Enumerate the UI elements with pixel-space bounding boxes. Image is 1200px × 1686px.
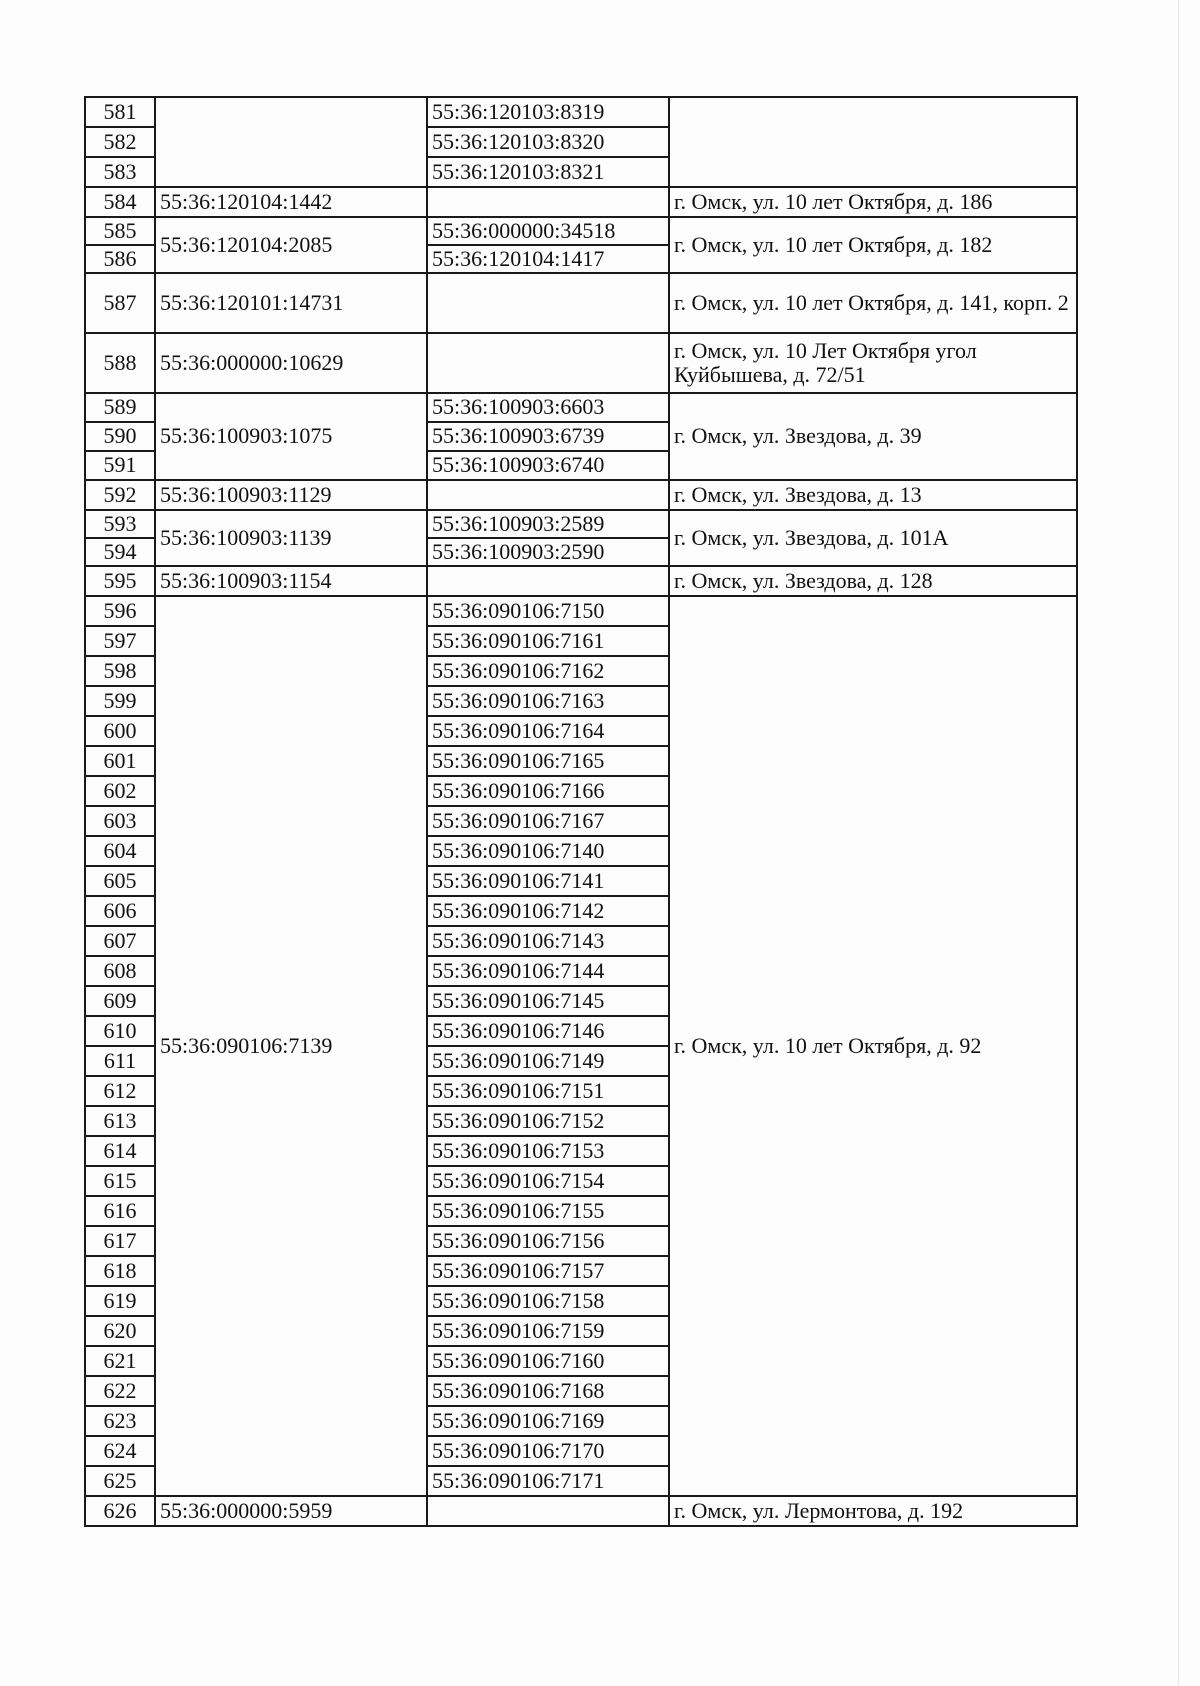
land-cadastral-number: 55:36:120104:1442 — [155, 187, 427, 217]
parcel-cadastral-number: 55:36:090106:7153 — [427, 1136, 669, 1166]
parcel-cadastral-number: 55:36:090106:7152 — [427, 1106, 669, 1136]
parcel-cadastral-number: 55:36:090106:7163 — [427, 686, 669, 716]
parcel-cadastral-number: 55:36:090106:7166 — [427, 776, 669, 806]
land-cadastral-number: 55:36:100903:1154 — [155, 566, 427, 596]
row-number: 614 — [85, 1136, 155, 1166]
parcel-cadastral-number: 55:36:100903:2589 — [427, 510, 669, 538]
row-number: 586 — [85, 245, 155, 273]
parcel-cadastral-number: 55:36:090106:7156 — [427, 1226, 669, 1256]
land-cadastral-number: 55:36:120104:2085 — [155, 217, 427, 273]
table-row — [85, 187, 1077, 217]
row-number: 607 — [85, 926, 155, 956]
row-number: 599 — [85, 686, 155, 716]
row-number: 608 — [85, 956, 155, 986]
parcel-cadastral-number: 55:36:090106:7142 — [427, 896, 669, 926]
address: г. Омск, ул. Лермонтова, д. 192 — [669, 1496, 1077, 1526]
row-number: 588 — [85, 333, 155, 393]
table-row — [85, 393, 1077, 422]
row-number: 596 — [85, 596, 155, 626]
parcel-cadastral-number: 55:36:090106:7155 — [427, 1196, 669, 1226]
address: г. Омск, ул. 10 лет Октября, д. 186 — [669, 187, 1077, 217]
row-number: 611 — [85, 1046, 155, 1076]
parcel-cadastral-number: 55:36:090106:7169 — [427, 1406, 669, 1436]
parcel-cadastral-number: 55:36:090106:7161 — [427, 626, 669, 656]
land-cadastral-number: 55:36:090106:7139 — [155, 596, 427, 1496]
parcel-cadastral-number: 55:36:090106:7168 — [427, 1376, 669, 1406]
row-number: 594 — [85, 538, 155, 566]
parcel-cadastral-number: 55:36:090106:7158 — [427, 1286, 669, 1316]
parcel-cadastral-number: 55:36:090106:7145 — [427, 986, 669, 1016]
parcel-cadastral-number: 55:36:090106:7170 — [427, 1436, 669, 1466]
parcel-cadastral-number: 55:36:120103:8319 — [427, 97, 669, 127]
scan-edge — [1178, 0, 1179, 1686]
row-number: 605 — [85, 866, 155, 896]
row-number: 616 — [85, 1196, 155, 1226]
row-number: 615 — [85, 1166, 155, 1196]
table-row — [85, 333, 1077, 393]
address: г. Омск, ул. Звездова, д. 101А — [669, 510, 1077, 566]
row-number: 606 — [85, 896, 155, 926]
land-cadastral-number: 55:36:000000:5959 — [155, 1496, 427, 1526]
row-number: 602 — [85, 776, 155, 806]
parcel-cadastral-number: 55:36:090106:7146 — [427, 1016, 669, 1046]
parcel-cadastral-number: 55:36:120103:8320 — [427, 127, 669, 157]
row-number: 595 — [85, 566, 155, 596]
row-number: 593 — [85, 510, 155, 538]
parcel-cadastral-number: 55:36:090106:7160 — [427, 1346, 669, 1376]
table-row — [85, 217, 1077, 245]
parcel-cadastral-number: 55:36:000000:34518 — [427, 217, 669, 245]
parcel-cadastral-number — [427, 273, 669, 333]
row-number: 617 — [85, 1226, 155, 1256]
row-number: 582 — [85, 127, 155, 157]
row-number: 618 — [85, 1256, 155, 1286]
table-row — [85, 510, 1077, 538]
parcel-cadastral-number: 55:36:100903:6740 — [427, 451, 669, 480]
row-number: 619 — [85, 1286, 155, 1316]
row-number: 603 — [85, 806, 155, 836]
row-number: 604 — [85, 836, 155, 866]
row-number: 581 — [85, 97, 155, 127]
table-row — [85, 97, 1077, 127]
address: г. Омск, ул. 10 лет Октября, д. 92 — [669, 596, 1077, 1496]
parcel-cadastral-number: 55:36:090106:7157 — [427, 1256, 669, 1286]
land-cadastral-number: 55:36:100903:1075 — [155, 393, 427, 480]
parcel-cadastral-number: 55:36:120103:8321 — [427, 157, 669, 187]
parcel-cadastral-number: 55:36:090106:7140 — [427, 836, 669, 866]
row-number: 623 — [85, 1406, 155, 1436]
address — [669, 97, 1077, 187]
land-cadastral-number — [155, 97, 427, 187]
row-number: 610 — [85, 1016, 155, 1046]
row-number: 612 — [85, 1076, 155, 1106]
table-row — [85, 596, 1077, 626]
parcel-cadastral-number: 55:36:090106:7159 — [427, 1316, 669, 1346]
table-row — [85, 1496, 1077, 1526]
address: г. Омск, ул. Звездова, д. 128 — [669, 566, 1077, 596]
parcel-cadastral-number: 55:36:090106:7164 — [427, 716, 669, 746]
land-cadastral-number: 55:36:120101:14731 — [155, 273, 427, 333]
row-number: 626 — [85, 1496, 155, 1526]
parcel-cadastral-number: 55:36:090106:7150 — [427, 596, 669, 626]
row-number: 598 — [85, 656, 155, 686]
row-number: 587 — [85, 273, 155, 333]
parcel-cadastral-number — [427, 566, 669, 596]
land-cadastral-number: 55:36:100903:1139 — [155, 510, 427, 566]
table-row — [85, 480, 1077, 510]
row-number: 600 — [85, 716, 155, 746]
row-number: 589 — [85, 393, 155, 422]
row-number: 584 — [85, 187, 155, 217]
parcel-cadastral-number: 55:36:090106:7167 — [427, 806, 669, 836]
parcel-cadastral-number: 55:36:090106:7162 — [427, 656, 669, 686]
table-row — [85, 273, 1077, 333]
row-number: 590 — [85, 422, 155, 451]
row-number: 597 — [85, 626, 155, 656]
parcel-cadastral-number: 55:36:090106:7165 — [427, 746, 669, 776]
address: г. Омск, ул. Звездова, д. 13 — [669, 480, 1077, 510]
address: г. Омск, ул. 10 Лет Октября угол Куйбышева, д. 72/51 — [669, 333, 1077, 393]
parcel-cadastral-number — [427, 480, 669, 510]
row-number: 583 — [85, 157, 155, 187]
parcel-cadastral-number: 55:36:090106:7141 — [427, 866, 669, 896]
row-number: 625 — [85, 1466, 155, 1496]
land-cadastral-number: 55:36:100903:1129 — [155, 480, 427, 510]
parcel-cadastral-number: 55:36:090106:7171 — [427, 1466, 669, 1496]
parcel-cadastral-number: 55:36:090106:7143 — [427, 926, 669, 956]
registry-table — [84, 96, 1078, 1527]
address: г. Омск, ул. 10 лет Октября, д. 141, корп. 2 — [669, 273, 1077, 333]
parcel-cadastral-number: 55:36:120104:1417 — [427, 245, 669, 273]
row-number: 591 — [85, 451, 155, 480]
address: г. Омск, ул. Звездова, д. 39 — [669, 393, 1077, 480]
parcel-cadastral-number: 55:36:090106:7151 — [427, 1076, 669, 1106]
parcel-cadastral-number — [427, 1496, 669, 1526]
row-number: 609 — [85, 986, 155, 1016]
parcel-cadastral-number: 55:36:090106:7154 — [427, 1166, 669, 1196]
row-number: 585 — [85, 217, 155, 245]
land-cadastral-number: 55:36:000000:10629 — [155, 333, 427, 393]
parcel-cadastral-number: 55:36:090106:7149 — [427, 1046, 669, 1076]
row-number: 592 — [85, 480, 155, 510]
parcel-cadastral-number: 55:36:090106:7144 — [427, 956, 669, 986]
parcel-cadastral-number: 55:36:100903:2590 — [427, 538, 669, 566]
address: г. Омск, ул. 10 лет Октября, д. 182 — [669, 217, 1077, 273]
row-number: 622 — [85, 1376, 155, 1406]
row-number: 601 — [85, 746, 155, 776]
row-number: 624 — [85, 1436, 155, 1466]
parcel-cadastral-number — [427, 187, 669, 217]
parcel-cadastral-number: 55:36:100903:6603 — [427, 393, 669, 422]
parcel-cadastral-number — [427, 333, 669, 393]
table-row — [85, 566, 1077, 596]
row-number: 621 — [85, 1346, 155, 1376]
row-number: 620 — [85, 1316, 155, 1346]
row-number: 613 — [85, 1106, 155, 1136]
parcel-cadastral-number: 55:36:100903:6739 — [427, 422, 669, 451]
